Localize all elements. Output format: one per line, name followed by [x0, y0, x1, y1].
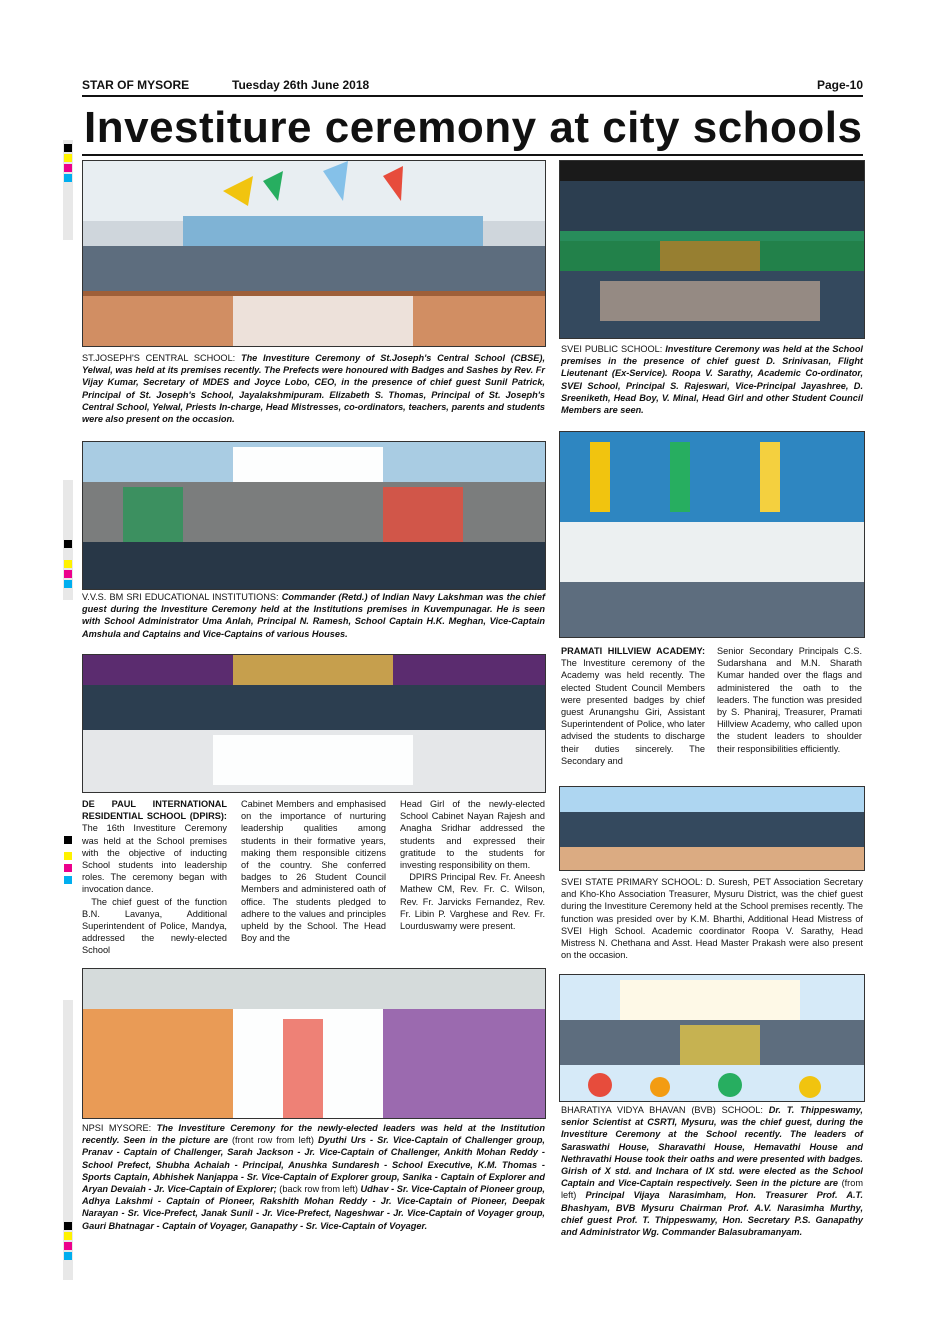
story-text: DPIRS Principal Rev. Fr. Aneesh Mathew CM, Rev. Fr. C. Wilson, Rev. Fr. Jarvicks Fernandez, Rev. Fr. Libin P. Varghese and Rev. Fr. Lourduswamy were present. — [400, 872, 545, 932]
caption-lead: ST.JOSEPH'S CENTRAL SCHOOL: — [82, 353, 236, 363]
caption-body: The Investiture Ceremony of St.Joseph's Central School (CBSE), Yelwal, was held at its premises recently. The Prefects were honoured with Badges and Sashes by Rev. Fr Vijay Kumar, Secretary of MDES and Joyce Lobo, CEO, in the presence of chief guest Sunil Patrick, Principal of St. Joseph's School, Jayalakshmipuram. Elizabeth S. Thomas, Principal of St. Joseph's Central School, Yelwal, Priests In-charge, Head Mistresses, co-ordinators, teachers, parents and students were also present on the occasion. — [82, 353, 545, 425]
registration-magenta — [64, 164, 72, 172]
headline-rule — [82, 154, 863, 156]
caption-npsi — [82, 1122, 545, 1232]
de-paul-column-1 — [82, 798, 227, 957]
headline: Investiture ceremony at city schools — [84, 103, 863, 152]
pramati-column-1 — [561, 645, 705, 767]
photo-svei-state-primary — [559, 786, 865, 871]
caption-body: D. Suresh, PET Association Secretary and Kho-Kho Association Treasurer, Mysuru District, was the chief guest during the Investiture Ceremony held at the School premises recently. The function was presided over by K.M. Bharthi, Additional Head Mistress of SVEI High School. Academic coordinator Roopa V. Sarathy, Head Mistress N. Chethana and Asst. Head Master Prakash were also present on the occasion. — [561, 877, 863, 961]
photo-st-josephs — [82, 160, 546, 347]
registration-black — [64, 540, 72, 548]
caption-aside: (front row from left) — [231, 1135, 314, 1146]
registration-black — [64, 1222, 72, 1230]
caption-body: Dr. T. Thippeswamy, senior Scientist at CSRTI, Mysuru, was the chief guest, during the Investiture Ceremony at the School recently. The leaders of Saraswathi House, Sharavathi House, Hemavathi House and Nethravathi House took their oaths and were presented with badges. Girish of X std. and Inchara of IX std. were elected as the School Captain and Vice-Captain respectively. Seen in the picture are — [561, 1105, 863, 1189]
photo-pramati — [559, 431, 865, 638]
caption-vvs — [82, 591, 545, 640]
caption-body: Principal Vijaya Narasimham, Hon. Treasurer Prof. A.T. Bhashyam, BVB Mysuru Chairman Prof. A.V. Narasimha Murthy, chief guest Prof. T. Thippeswamy, Hon. Secretary P.S. Ganapathy and Administrator Wg. Commander Balasubramanyam. — [561, 1190, 863, 1238]
de-paul-column-2 — [241, 798, 386, 944]
photo-npsi — [82, 968, 546, 1119]
story-text: Head Girl of the newly-elected School Cabinet Nayan Rajesh and Anagha Sridhar addressed the students and expressed their gratitude to the students for investing responsibility on them. — [400, 799, 545, 871]
story-lead: DE PAUL INTERNATIONAL RESIDENTIAL SCHOOL (DPIRS): — [82, 799, 227, 822]
caption-aside: (back row from left) — [279, 1184, 358, 1195]
story-text: Cabinet Members and emphasised on the importance of nurturing leadership qualities among students in their formative years, making them responsible citizens of the country. She conferred badges to 26 Student Council Members and administered oath of office. The students pledged to adhere to the values and principles upheld by the School. The Head Boy and the — [241, 799, 386, 944]
caption-body: Commander (Retd.) of Indian Navy Lakshman was the chief guest during the Investiture Ceremony held at the Institutions premises in Kuvempunagar. He is seen with School Administrator Uma Anlah, Principal N. Ramesh, School Captain H.K. Meghan, Vice-Captain Amshula and Captains and Vice-Captains of various Houses. — [82, 592, 545, 639]
registration-cyan — [64, 1252, 72, 1260]
issue-date: Tuesday 26th June 2018 — [232, 78, 370, 92]
photo-de-paul — [82, 654, 546, 793]
page-number: Page-10 — [816, 78, 863, 92]
caption-body: Investiture Ceremony was held at the School premises in the presence of chief guest D. Srinivasan, Flight Lieutenant (Ex-Service). Roopa V. Sarathy, Academic Co-ordinator, SVEI School, Principal S. Rajeswari, Vice-Principal Jayashree, D. Sreeniketh, Head Boy, V. Minal, Head Girl and other Student Council Members are seen. — [561, 344, 863, 416]
registration-magenta — [64, 864, 72, 872]
photo-svei-public — [559, 160, 865, 339]
header-rule — [82, 95, 863, 97]
caption-svei-public — [561, 343, 863, 416]
registration-magenta — [64, 1242, 72, 1250]
de-paul-column-3 — [400, 798, 545, 932]
registration-yellow — [64, 560, 72, 568]
caption-aside: (from left) — [561, 1178, 863, 1201]
registration-magenta — [64, 570, 72, 578]
caption-lead: SVEI STATE PRIMARY SCHOOL: — [561, 877, 703, 887]
caption-lead: SVEI PUBLIC SCHOOL: — [561, 344, 663, 354]
caption-lead: V.V.S. BM SRI EDUCATIONAL INSTITUTIONS: — [82, 592, 279, 602]
registration-yellow — [64, 1232, 72, 1240]
pramati-column-2 — [717, 645, 862, 755]
registration-cyan — [64, 876, 72, 884]
story-text: The chief guest of the function B.N. Lavanya, Additional Superintendent of Police, Mandya, addressed the newly-elected School — [82, 896, 227, 956]
caption-lead: BHARATIYA VIDYA BHAVAN (BVB) SCHOOL: — [561, 1105, 763, 1115]
caption-lead: NPSI MYSORE: — [82, 1123, 152, 1133]
registration-black — [64, 144, 72, 152]
photo-vvs — [82, 441, 546, 590]
registration-cyan — [64, 174, 72, 182]
story-text: Senior Secondary Principals C.S. Sudarshana and M.N. Sharath Kumar handed over the flags and administered the oath to the leaders. The function was presided by S. Phaniraj, Treasurer, Pramati Hillview Academy, who called upon the student leaders to shoulder their responsibilities efficiently. — [717, 646, 862, 754]
caption-body: Udhav - Sr. Vice-Captain of Pioneer group, Adhya Lakshmi - Captain of Pioneer, Rakshith Mohan Reddy - Jr. Vice-Captain of Pioneer, Deepak Narayan - Sr. Vice-Prefect, Janak Sunil - Jr. Vice-Prefect, Nageshwar - Jr. Vice-Captain of Voyager group, Gauri Bhatnagar - Captain of Voyager, Ganapathy - Sr. Vice-Captain of Voyager. — [82, 1184, 545, 1231]
registration-yellow — [64, 154, 72, 162]
photo-bvb — [559, 974, 865, 1102]
caption-bvb — [561, 1104, 863, 1238]
page-header — [82, 78, 863, 93]
story-lead: PRAMATI HILLVIEW ACADEMY: — [561, 646, 705, 656]
paper-name: STAR OF MYSORE — [82, 78, 190, 92]
caption-st-josephs — [82, 352, 545, 425]
caption-svei-state-primary — [561, 876, 863, 961]
registration-cyan — [64, 580, 72, 588]
story-text: The 16th Investiture Ceremony was held at the School premises with the objective of inducting School students into leadership roles. The ceremony began with invocation dance. — [82, 823, 227, 895]
registration-black — [64, 836, 72, 844]
registration-yellow — [64, 852, 72, 860]
caption-body: The Investiture Ceremony for the newly-elected leaders was held at the Institution recently. Seen in the picture are — [82, 1123, 545, 1146]
caption-body: Dyuthi Urs - Sr. Vice-Captain of Challenger group, Pranav - Captain of Challenger, Sarah Jackson - Jr. Vice-Captain of Challenger, Ankith Mohan Reddy - School Prefect, Shubha Achaiah - Principal, Anushka Sundaresh - School Executive, K.M. Thomas - Sports Captain, Abhishek Nanjappa - Sr. Vice-Captain of Explorer group, Sanika - Captain of Explorer and Aryan Devaiah - Jr. Vice-Captain of Explorer; — [82, 1135, 545, 1195]
story-text: The Investiture ceremony of the Academy was held recently. The elected Student Council Members were presented badges by chief guest Arunangshu Giri, Assistant Superintendent of Police, who later advised the students to discharge their duties sincerely. The Secondary and — [561, 658, 705, 766]
